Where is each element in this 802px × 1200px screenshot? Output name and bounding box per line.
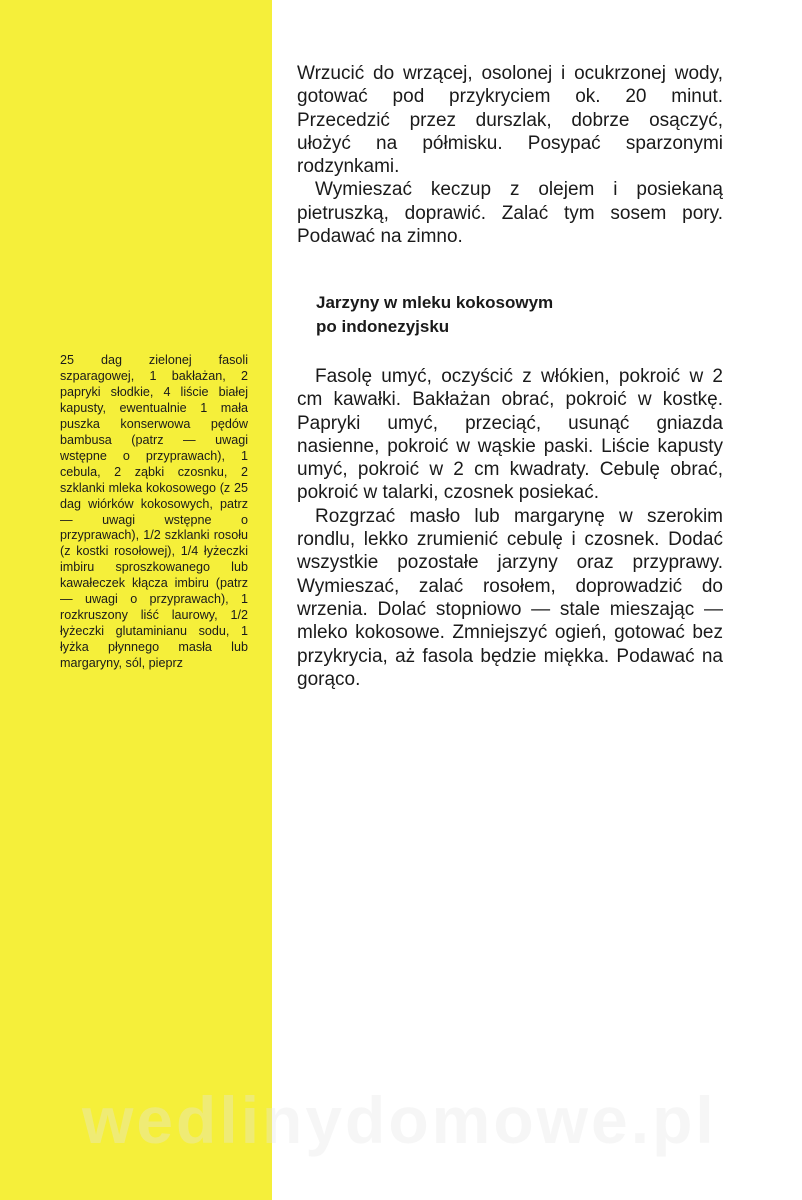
yellow-sidebar — [0, 0, 272, 1200]
recipe-instructions — [297, 365, 723, 691]
watermark: wedlinydomowe.pl — [82, 1083, 717, 1157]
ingredients-list: 25 dag zielonej fasoli szparagowej, 1 bakłażan, 2 papryki słodkie, 4 liście białej kapusty, ewentualnie 1 mała puszka konserwowa pędów bambusa (patrz — uwagi wstępne o przyprawach), 1 cebula, 2 ząbki czosnku, 2 szklanki mleka kokosowego (z 25 dag wiórków kokosowych, patrz — uwagi wstępne o przyprawach), 1/2 szklanki rosołu (z kostki rosołowej), 1/4 łyżeczki imbiru sproszkowanego lub kawałeczek kłącza imbiru (patrz — uwagi o przyprawach), 1 rozkruszony liść laurowy, 1/2 łyżeczki glutaminianu sodu, 1 łyżka płynnego masła lub margaryny, sól, pieprz — [60, 353, 248, 671]
recipe-paragraph-1: Fasolę umyć, oczyścić z włókien, pokroić w 2 cm kawałki. Bakłażan obrać, pokroić w kostkę. Papryki umyć, przeciąć, usunąć gniazda nasienne, pokroić w wąskie paski. Liście kapusty umyć, pokroić w 2 cm kwadraty. Cebulę obrać, pokroić w talarki, czosnek posiekać. — [297, 366, 723, 504]
previous-recipe-paragraph-2: Wymieszać keczup z olejem i posiekaną pietruszką, doprawić. Zalać tym sosem pory. Podawać na zimno. — [297, 179, 723, 248]
previous-recipe-paragraph-1: Wrzucić do wrzącej, osolonej i ocukrzonej wody, gotować pod przykryciem ok. 20 minut. Przecedzić przez durszlak, dobrze osączyć, ułożyć na półmisku. Posypać sparzonymi rodzynkami. — [297, 63, 723, 178]
recipe-paragraph-2: Rozgrzać masło lub margarynę w szerokim rondlu, lekko zrumienić cebulę i czosnek. Dodać wszystkie pozostałe jarzyny oraz przyprawy. Wymieszać, zalać rosołem, doprowadzić do wrzenia. Dolać stopniowo — stale mieszając — mleko kokosowe. Zmniejszyć ogień, gotować bez przykrycia, aż fasola będzie miękka. Podawać na gorąco. — [297, 505, 723, 690]
recipe-title — [316, 291, 716, 339]
recipe-title-line-2: po indonezyjsku — [316, 317, 450, 336]
recipe-title-line-1: Jarzyny w mleku kokosowym — [316, 293, 554, 312]
previous-recipe-text — [297, 62, 723, 248]
